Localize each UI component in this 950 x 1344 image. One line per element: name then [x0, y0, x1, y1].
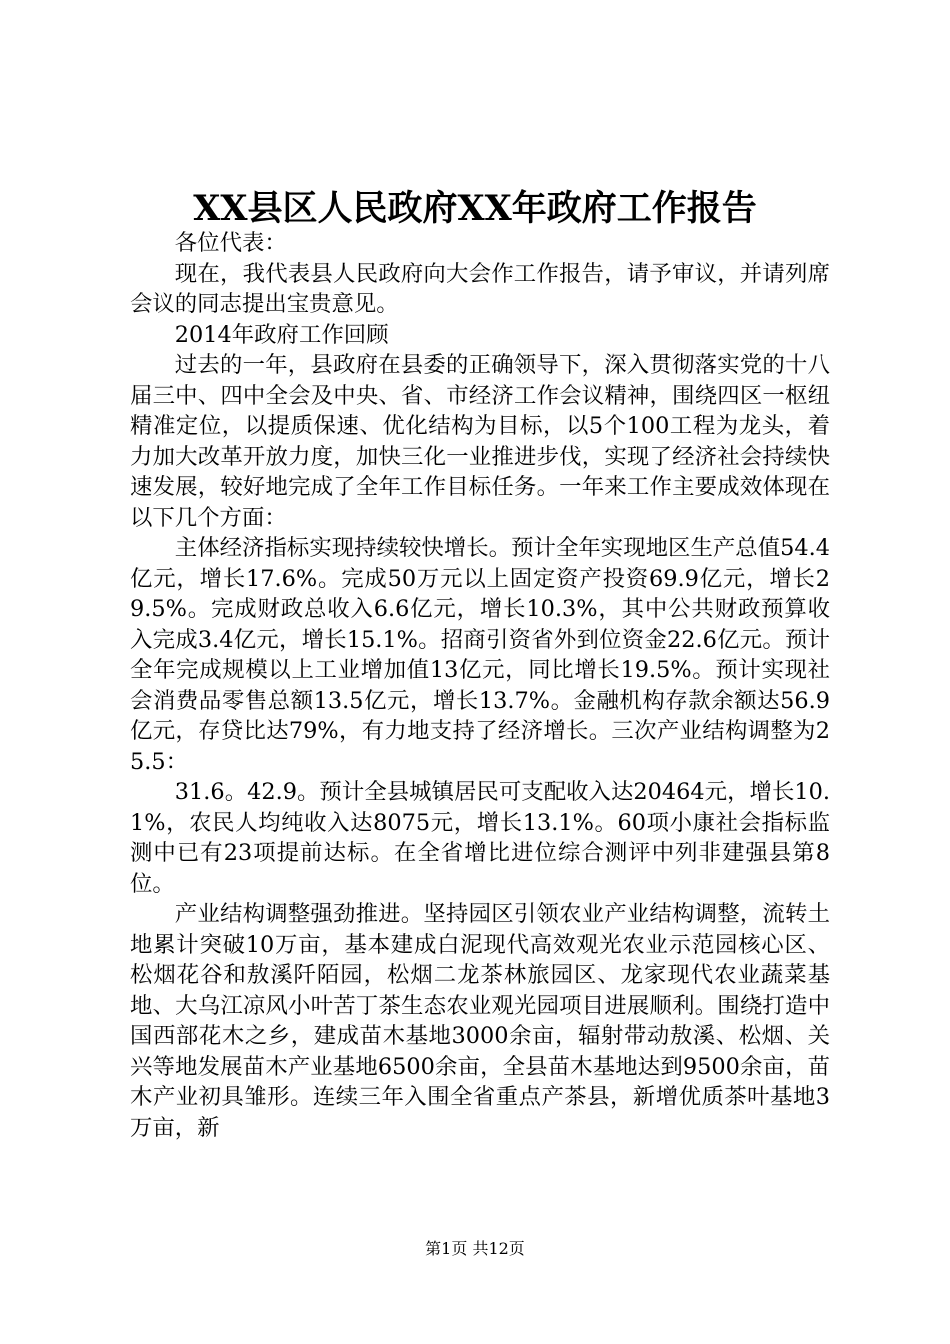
document-body [130, 228, 830, 1143]
page-footer: 第1页 共12页 [425, 1239, 525, 1258]
review-paragraph: 过去的一年，县政府在县委的正确领导下，深入贯彻落实党的十八届三中、四中全会及中央、省、市经济工作会议精神，围绕四区一枢纽精准定位，以提质保速、优化结构为目标，以5个100工程为龙头，着力加大改革开放力度，加快三化一业推进步伐，实现了经济社会持续快速发展，较好地完成了全年工作目标任务。一年来工作主要成效体现在以下几个方面： [130, 352, 830, 531]
document-title: XX县区人民政府XX年政府工作报告 [193, 188, 757, 229]
economic-indicators-paragraph: 主体经济指标实现持续较快增长。预计全年实现地区生产总值54.4亿元，增长17.6%。完成50万元以上固定资产投资69.9亿元，增长29.5%。完成财政总收入6.6亿元，增长10.3%，其中公共财政预算收入完成3.4亿元，增长15.1%。招商引资省外到位资金22.6亿元。预计全年完成规模以上工业增加值13亿元，同比增长19.5%。预计实现社会消费品零售总额13.5亿元，增长13.7%。金融机构存款余额达56.9亿元，存贷比达79%，有力地支持了经济增长。三次产业结构调整为25.5： [130, 535, 830, 775]
section-heading: 2014年政府工作回顾 [174, 321, 389, 348]
industry-structure-paragraph: 产业结构调整强劲推进。坚持园区引领农业产业结构调整，流转土地累计突破10万亩，基本建成白泥现代高效观光农业示范园核心区、松烟花谷和敖溪阡陌园，松烟二龙茶林旅园区、龙家现代农业蔬菜基地、大乌江凉风小叶苦丁茶生态农业观光园项目进展顺利。围绕打造中国西部花木之乡，建成苗木基地3000余亩，辐射带动敖溪、松烟、关兴等地发展苗木产业基地6500余亩，全县苗木基地达到9500余亩，苗木产业初具雏形。连续三年入围全省重点产茶县，新增优质茶叶基地3万亩，新 [130, 901, 830, 1141]
salutation-paragraph: 各位代表： [174, 230, 287, 256]
intro-paragraph: 现在，我代表县人民政府向大会作工作报告，请予审议，并请列席会议的同志提出宝贵意见。 [130, 260, 830, 317]
income-paragraph: 31.6。42.9。预计全县城镇居民可支配收入达20464元，增长10.1%，农民人均纯收入达8075元，增长13.1%。60项小康社会指标监测中已有23项提前达标。在全省增比进位综合测评中列非建强县第8位。 [130, 779, 830, 897]
